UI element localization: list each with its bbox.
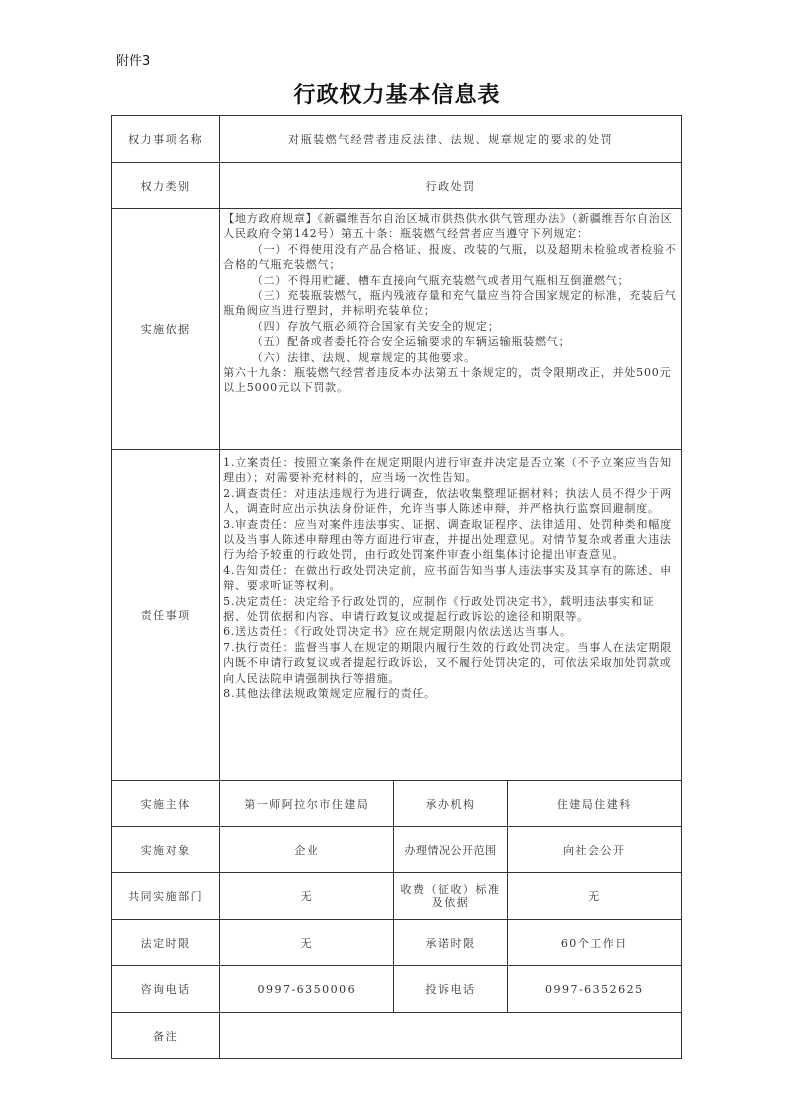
attachment-label: 附件3 [116,54,151,69]
responsibility-item: 2.调查责任：对违法违规行为进行调查，依法收集整理证据材料；执法人员不得少于两人，调查时应出示执法身份证件，允许当事人陈述申辩，并严格执行监察回避制度。 [223,486,672,516]
value-responsibility [220,450,682,781]
label-remark: 备注 [112,1013,220,1059]
value-complaint-phone: 0997-6352625 [507,966,681,1013]
basis-line: （四）存放气瓶必须符合国家有关安全的规定； [251,319,500,333]
row-subject [112,781,682,827]
value-fee-standard: 无 [507,873,681,920]
row-target [112,827,682,873]
responsibility-item: 3.审查责任：应当对案件违法事实、证据、调查取证程序、法律适用、处罚种类和幅度以及当事人陈述申辩理由等方面进行审查，并提出处理意见。对情节复杂或者重大违法行为给予较重的行政处罚，由行政处罚案件审查小组集体讨论提出审查意见。 [223,517,672,562]
basis-line: 【地方政府规章】《新疆维吾尔自治区城市供热供水供气管理办法》（新疆维吾尔自治区人民政府令第142号）第五十条：瓶装燃气经营者应当遵守下列规定： [223,212,673,241]
label-fee-standard: 收费（征收）标准及依据 [394,873,507,920]
value-power-category: 行政处罚 [220,163,682,209]
row-responsibility [112,450,682,781]
responsibility-item: 8.其他法律法规政策规定应履行的责任。 [223,687,436,701]
label-joint-dept: 共同实施部门 [112,873,220,920]
responsibility-item: 5.决定责任：决定给予行政处罚的，应制作《行政处罚决定书》，载明违法事实和证据、处罚依据和内容、申请行政复议或提起行政诉讼的途径和期限等。 [223,594,655,624]
responsibility-item: 1.立案责任：按照立案条件在规定期限内进行审查并决定是否立案（不予立案应当告知理由）；对需要补充材料的，应当场一次性告知。 [223,456,672,485]
row-power-category [112,163,682,209]
basis-line: （六）法律、法规、规章规定的其他要求。 [251,350,476,364]
label-handling-org: 承办机构 [394,781,507,827]
row-basis [112,209,682,450]
label-promised-limit: 承诺时限 [394,920,507,966]
value-legal-limit: 无 [220,920,394,966]
page-title: 行政权力基本信息表 [293,82,501,108]
basis-line: （一）不得使用没有产品合格证、报废、改装的气瓶，以及超期未检验或者检验不合格的气瓶充装燃气； [223,242,677,272]
label-power-category: 权力类别 [112,163,220,209]
label-legal-limit: 法定时限 [112,920,220,966]
value-power-name: 对瓶装燃气经营者违反法律、法规、规章规定的要求的处罚 [220,116,682,163]
basis-line: （二）不得用贮罐、槽车直接向气瓶充装燃气或者用气瓶相互倒灌燃气； [251,273,630,287]
label-complaint-phone: 投诉电话 [394,966,507,1013]
row-phone [112,966,682,1013]
label-subject: 实施主体 [112,781,220,827]
basis-line: （三）充装瓶装燃气，瓶内残液存量和充气量应当符合国家规定的标准，充装后气瓶角阀应当进行塑封，并标明充装单位； [223,289,677,318]
value-promised-limit: 60个工作日 [507,920,681,966]
value-joint-dept: 无 [220,873,394,920]
value-handling-org: 住建局住建科 [507,781,681,827]
value-disclosure-scope: 向社会公开 [507,827,681,873]
row-joint [112,873,682,920]
label-basis: 实施依据 [112,209,220,450]
label-power-name: 权力事项名称 [112,116,220,163]
info-table [111,115,682,1059]
basis-line: 第六十九条：瓶装燃气经营者违反本办法第五十条规定的，责令限期改正，并处500元以上5000元以下罚款。 [223,366,672,395]
row-time-limit [112,920,682,966]
label-target: 实施对象 [112,827,220,873]
value-consult-phone: 0997-6350006 [220,966,394,1013]
row-power-name [112,116,682,163]
value-remark [220,1013,682,1059]
responsibility-item: 7.执行责任：监督当事人在规定的期限内履行生效的行政处罚决定。当事人在法定期限内既不申请行政复议或者提起行政诉讼，又不履行处罚决定的，可依法采取加处罚款或向人民法院申请强制执行等措施。 [223,640,672,685]
value-basis [220,209,682,450]
label-consult-phone: 咨询电话 [112,966,220,1013]
responsibility-item: 4.告知责任：在做出行政处罚决定前，应书面告知当事人违法事实及其享有的陈述、申辩、要求听证等权利。 [223,563,672,593]
responsibility-item: 6.送达责任：《行政处罚决定书》应在规定期限内依法送达当事人。 [223,625,572,639]
label-disclosure-scope: 办理情况公开范围 [394,827,507,873]
basis-line: （五）配备或者委托符合安全运输要求的车辆运输瓶装燃气； [251,335,571,349]
value-subject: 第一师阿拉尔市住建局 [220,781,394,827]
label-responsibility: 责任事项 [112,450,220,781]
row-remark [112,1013,682,1059]
value-target: 企业 [220,827,394,873]
